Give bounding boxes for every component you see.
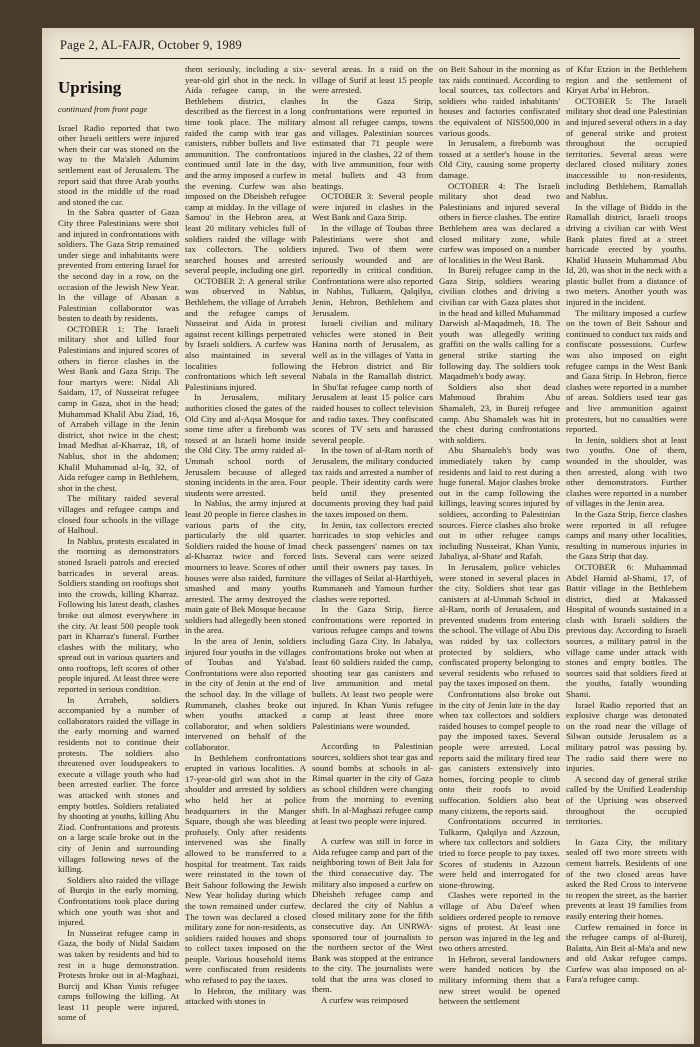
- paragraph: them seriously, including a six-year-old girl shot in the neck. In Aida refugee camp, in the Bethlehem district, clashes described as the fiercest in a long time took place. The military raided the camp with tear gas canisters, rubber bullets and live ammunition. The confrontations continued until late in the day, and the army imposed a curfew in the evening. Curfew was also imposed on the Dheisheh refugee camp at midday. In the village of Samou' in the Hebron area, at least 20 military vehicles full of soldiers raided the village with tax collectors. The soldiers searched houses and arrested several people, including one girl.: [185, 64, 306, 276]
- column-5: [566, 64, 687, 1039]
- paragraph: In Bethlehem confrontations erupted in various localities. A 17-year-old girl was shot in the shoulder and arrested by soldiers who held her at police headquarters in the Manger Square, though she was bleeding profusely. Only after residents intervened was she finally allowed to be transferred to a hospital for treatment. Tax raids were reinstated in the town of Beit Sahour following the Jewish New Year holiday during which the town remained under curfew. The town was declared a closed military zone for non-residents, as soldiers raided houses and shops to collect taxes imposed on the people. Various household items were confiscated from residents who refused to pay the taxes.: [185, 752, 306, 986]
- paragraph: Israel Radio reported that an explosive charge was detonated on the road near the village of Silwan outside Jerusalem as a military patrol was passing by. The radio said there were no injuries.: [566, 699, 687, 774]
- article-title: Uprising: [58, 78, 122, 97]
- paragraph: of Kfar Etzion in the Bethlehem region and the settlement of Kiryat Arba' in Hebron.: [566, 64, 687, 96]
- paragraph: In the Gaza Strip, fierce confrontations were reported in various refugee camps and towns including Gaza City. In Jabalya, confrontations broke out when at least 60 soldiers raided the camp, shooting tear gas canisters and live ammunition and metal bullets. At least two people were injured. In Khan Yunis refugee camp at least three more Palestinians were wounded.: [312, 604, 433, 731]
- newspaper-page: [42, 28, 694, 1044]
- paragraph: Soldiers also raided the village of Burqin in the early morning. Confrontations took place during which one youth was shot and injured.: [58, 874, 179, 928]
- paragraph: In the area of Jenin, soldiers injured four youths in the villages of Toubas and Ya'abad. Confrontations were also reported in the city of Jenin at the end of the school day. In the village of Rummaneh, clashes broke out when youths attacked a collaborator, and when soldiers intervened on behalf of the collaborator.: [185, 636, 306, 752]
- paragraph: In Hebron, several landowners were handed notices by the military informing them that a new street would be opened between the settlement: [439, 953, 560, 1007]
- paragraph: OCTOBER 6: Muhammad Abdel Hamid al-Shami, 17, of Battir village in the Bethlehem district, died at Makassed Hospital of wounds sustained in a clash with Israeli soldiers the previous day. According to Israeli sources, a military patrol in the village came under attack with stones and empty bottles. The sources said that soldiers fired at the youths, fatally wounding Shami.: [566, 561, 687, 700]
- column-1: [58, 64, 179, 1039]
- paragraph: Israeli civilian and military vehicles were stoned in Beit Hanina north of Jerusalem, as well as in the villages of Yatta in the Hebron district and Bir Nabala in the Ramallah district. In Shu'fat refugee camp north of Jerusalem at least 15 police cars raided houses to collect television and radio taxes. They confiscated scores of TV sets and harassed several people.: [312, 318, 433, 445]
- column-3: [312, 64, 433, 1039]
- paragraph: In Nablus, the army injured at least 20 people in fierce clashes in various parts of the city, particularly the old quarter. Soldiers raided the house of Imad al-Kharraz twice and forced mourners to leave. Scores of other houses were also raided, furniture smashed and many youths arrested. The army destroyed the main gate of Bek Mosque because soldiers had allegedly been stoned in the area.: [185, 498, 306, 636]
- paragraph: In the Gaza Strip, confrontations were reported in almost all refugee camps, towns and villages. Palestinian sources estimated that 71 people were injured in the clashes, 22 of them with live ammunition, four with metal bullets and 43 from beatings.: [312, 95, 433, 191]
- paragraph: In Nusseirat refugee camp in Gaza, the body of Nidal Saidam was taken by residents and hid to rest in a huge demonstration. Protests broke out in al-Maghazi, Burcij and Khan Yunis refugee camps following the killing. At least 11 people were injured, some of: [58, 927, 179, 1023]
- paragraph: A curfew was still in force in Aida refugee camp and part of the neighboring town of Beit Jala for the third consecutive day. The military also imposed a curfew on Dheisheh refugee camp and declared the city of Nablus a closed military zone for the fifth consecutive day. An UNRWA-sponsored tour of journalists to the northern sector of the West Bank was stopped at the entrance to the city. The journalists were told that the area was closed to them.: [312, 836, 433, 995]
- paragraph: several areas. In a raid on the village of Surif at least 15 people were arrested.: [312, 64, 433, 96]
- page-header: Page 2, AL-FAJR, October 9, 1989: [60, 38, 680, 59]
- paragraph: Israel Radio reported that two other Israeli settlers were injured when their car was stoned on the way to the Ma'aleh Adumim settlement east of Jerusalem. The report said that three Arab youths stood in the middle of the road and stoned the car.: [58, 122, 179, 207]
- paragraph: OCTOBER 1: The Israeli military shot and killed four Palestinians and injured scores of others in fierce clashes in the West Bank and Gaza Strip. The four martyrs were: Nidal Ali Saidam, 17, of Nusseirat refugee camp in Gaza, shot in the head; Muhammad Khalil Abu Ziad, 16, of Arrabeh village in the Jenin district, shot twice in the chest; Imad Medhat al-Kharraz, 18, of Nablus, shot in the abdomen; Khalil Muhammad al-Iq, 32, of Aida refugee camp in Bethlehem, shot in the chest.: [58, 323, 179, 493]
- article-kicker: continued from front page: [58, 104, 148, 114]
- paragraph: In Jerusalem, military authorities closed the gates of the Old City and al-Aqsa Mosque for some time after a firebomb was tossed at an Israeli home inside the Old City. The army raided al-Ummah school north of Jerusalem because of alleged stoning incidents in the area. Four students were arrested.: [185, 392, 306, 498]
- paragraph: In Jenin, soldiers shot at least two youths. One of them, wounded in the shoulder, was then arrested, along with two other demonstrators. Further clashes were reported in a number of villages in the Jenin area.: [566, 434, 687, 509]
- paragraph: In the Sabra quarter of Gaza City three Palestinians were shot and injured in confrontations with soldiers. The Gaza Strip remained under siege and inhabitants were prevented from entering Israel for the second day in a row, on the occasion of the Jewish New Year. In the village of Abasan a Palestinian collaborator was beaten to death by residents.: [58, 207, 179, 324]
- paragraph: The military raided several villages and refugee camps and closed four schools in the village of Halhoul.: [58, 493, 179, 536]
- paragraph: OCTOBER 5: The Israeli military shot dead one Palestinian and injured several others in a day of general strike and protest throughout the occupied territories. Several areas were declared closed military zones inaccessible to non-residents, including Bethlehem, Ramallah and Nablus.: [566, 95, 687, 202]
- paragraph: In Jenin, tax collectors erected barricades to stop vehicles and check passengers' names on tax lists. Several cars were seized until their owners pay taxes. In the villages of Seilat al-Harthiyeh, Rummaneh and Yamoun further clashes were reported.: [312, 519, 433, 604]
- paragraph: In Arrabeh, soldiers accompanied by a number of collaborators raided the village in the early morning and warned residents not to continue their protests. The soldiers also threatened over loudspeakers to execute a village youth who had been arrested earlier. The force was attacked with stones and empty bottles. Soldiers retaliated by shooting at youths, killing Abu Ziad. Confrontations and protests on a large scale broke out in the city of Jenin and surrounding villages following news of the killing.: [58, 694, 179, 875]
- paragraph: Abu Shamaleh's body was immediately taken by camp residents and laid to rest during a huge funeral. Major clashes broke out in the camp following the killings, leaving scores injured by soldiers, according to Palestinian sources. Fierce clashes also broke out in other refugee camps including Nusseirat, Khan Yunis, Jabaliya, al-Shate' and Rafah.: [439, 445, 560, 562]
- paragraph: In Bureij refugee camp in the Gaza Strip, soldiers wearing civilian clothes and driving a civilian car with Gaza plates shot in the head and killed Muhammad Darwish al-Maqadmeh, 18. The youth was allegedly writing graffiti on the walls calling for a general strike starting the following day. The soldiers took Maqadmeh's body away.: [439, 265, 560, 382]
- paragraph: The military imposed a curfew on the town of Beit Sahour and continued to conduct tax raids and confiscate possessions. Curfew was also imposed on eight refugee camps in the West Bank and Gaza Strip. In Hebron, fierce clashes were reported in a number of areas. Soldiers used tear gas and live ammunition against protesters, but no casualties were reported.: [566, 307, 687, 435]
- paragraph: OCTOBER 4: The Israeli military shot dead two Palestinians and injured several others in fierce clashes. The entire Bethlehem area was declared a closed military zone, while curfew was imposed on a number of localities in the West Bank.: [439, 180, 560, 265]
- paragraph: A curfew was reimposed: [321, 995, 409, 1006]
- paragraph: In the town of al-Ram north of Jerusalem, the military conducted tax raids and arrested a number of people. Their identity cards were held until they presented documents proving they had paid the taxes imposed on them.: [312, 445, 433, 519]
- paragraph: In Nablus, protests escalated in the morning as demonstrators stoned Israeli patrols and erected barricades in several areas. Soldiers standing on rooftops shot into the crowds, killing Kharraz. Following his latest death, clashes broke out almost everywhere in the city. At least 500 people took part in Kharraz's funeral. Further clashes with the military, who spread out in various quarters and onto rooftops, left scores of other people injured. At least three were reported in serious condition.: [58, 535, 179, 695]
- column-4: [439, 64, 560, 1039]
- paragraph: In the village of Toubas three Palestinians were shot and injured. Two of them were seriously wounded and are reportedly in critical condition. Confrontations were also reported in Nablus, Tulkarm, Qalqilya, Jenin, Hebron, Bethlehem and Jerusalem.: [312, 222, 433, 318]
- paragraph: Confrontations also broke out in the city of Jenin late in the day when tax collectors and soldiers raided houses to compel people to pay the imposed taxes. Several people were arrested. Local reports said the military fired tear gas canisters extensively into homes, forcing people to climb onto their roofs to avoid suffocation. Soldiers also beat many citizens, the reports said.: [439, 689, 560, 816]
- paragraph: Confrontations occurred in Tulkarm, Qalqilya and Azzoun, where tax collectors and soldiers tried to force people to pay taxes. Scores of students in Azzoun were held and interrogated for stone-throwing.: [439, 816, 560, 890]
- paragraph: In Jerusalem, a firebomb was tossed at a settler's house in the Old City, causing some property damage.: [439, 138, 560, 180]
- paragraph: Soldiers also shot dead Mahmoud Ibrahim Abu Shamaleh, 23, in Bureij refugee camp. Abu Shamaleh was hit in the chest during confrontations with soldiers.: [439, 381, 560, 445]
- paragraph: A second day of general strike called by the Unified Leadership of the Uprising was observed throughout the occupied territories.: [566, 773, 687, 827]
- column-2: [185, 64, 306, 1039]
- paragraph: In Hebron, the military was attacked with stones in: [185, 985, 306, 1007]
- paragraph: Clashes were reported in the village of Abu Da'eef when soldiers ordered people to remove signs of protest. At least one person was injured in the leg and two others arrested.: [439, 890, 560, 954]
- paragraph: In the village of Biddo in the Ramallah district, Israeli troops driving a civilian car with West Bank plates fired at a street barricade erected by youths. Khalid Hussein Muhammad Abu Id, 20, was shot in the neck with a plastic bullet from a distance of two meters. Another youth was injured in the incident.: [566, 201, 687, 308]
- paragraph: OCTOBER 3: Several people were injured in clashes in the West Bank and Gaza Strip.: [312, 191, 433, 223]
- paragraph: In Gaza City, the military sealed off two more streets with cement barrels. Residents of one of the two closed areas have asked the Red Cross to intervene to reopen the street, as the barrier prevents at least 19 families from easily entering their homes.: [566, 836, 687, 921]
- paragraph: Curfew remained in force in the refugee camps of al-Bureij, Balatta, Ain Beit al-Ma'a and new and old Askar refugee camps. Curfew was also imposed on al-Fara'a refugee camp.: [566, 921, 687, 985]
- paragraph: In Jerusalem, police vehicles were stoned in several places in the city. Soldiers shot tear gas canisters at al-Ummah School in al-Ram, north of Jerusalem, and prevented students from entering the school. The village of Abu Dis was raided by tax collectors protected by soldiers, who confiscated property belonging to several residents who refused to pay the taxes imposed on them.: [439, 561, 560, 689]
- paragraph: In the Gaza Strip, fierce clashes were reported in all refugee camps and many other localities, resulting in numerous injuries in the Gaza Strip that day.: [566, 508, 687, 562]
- article-columns: [58, 64, 690, 1039]
- paragraph: According to Palestinian sources, soldiers shot tear gas and sound bombs at schools in al-Rimal quarter in the city of Gaza as school children were changing from the morning to evening shift. In al-Maghazi refugee camp at least two people were injured.: [312, 741, 433, 826]
- paragraph: OCTOBER 2: A general strike was observed in Nablus, Bethlehem, the village of Arrabeh and the refugee camps of Nusseirat and Aida in protest against recent killings perpetrated by Israeli soldiers. A curfew was also maintained in several localities following confrontations which left several Palestinians injured.: [185, 275, 306, 392]
- paragraph: on Beit Sahour in the morning as tax raids continued. According to local sources, tax collectors and soldiers who raided inhabitants' houses and factories confiscated the equivalent of NIS500,000 in various goods.: [439, 64, 560, 138]
